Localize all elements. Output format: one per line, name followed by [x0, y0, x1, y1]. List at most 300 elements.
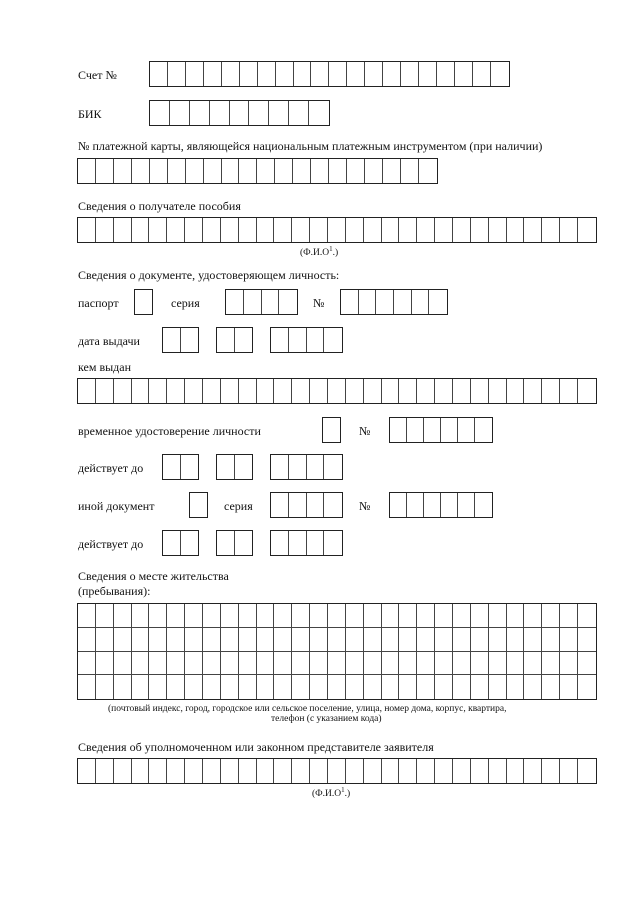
char-cell[interactable]	[168, 159, 186, 183]
char-cell[interactable]	[453, 675, 471, 699]
char-cell[interactable]	[262, 290, 280, 314]
char-cell[interactable]	[407, 493, 424, 517]
char-cell[interactable]	[132, 604, 150, 627]
char-cell[interactable]	[453, 628, 471, 651]
char-cell[interactable]	[163, 531, 181, 555]
char-cell[interactable]	[542, 628, 560, 651]
char-cell[interactable]	[346, 759, 364, 783]
char-cell[interactable]	[239, 218, 257, 242]
char-cell[interactable]	[507, 652, 525, 675]
char-cell[interactable]	[417, 652, 435, 675]
char-cell[interactable]	[578, 604, 596, 627]
char-cell[interactable]	[244, 290, 262, 314]
char-cell[interactable]	[78, 675, 96, 699]
payment-card-field[interactable]	[77, 158, 438, 184]
char-cell[interactable]	[435, 379, 453, 403]
char-cell[interactable]	[578, 628, 596, 651]
char-cell[interactable]	[221, 218, 239, 242]
account-number-field[interactable]	[149, 61, 510, 87]
char-cell[interactable]	[257, 379, 275, 403]
char-cell[interactable]	[328, 759, 346, 783]
char-cell[interactable]	[210, 101, 230, 125]
char-cell[interactable]	[507, 759, 525, 783]
char-cell[interactable]	[293, 159, 311, 183]
char-cell[interactable]	[96, 604, 114, 627]
char-cell[interactable]	[542, 379, 560, 403]
char-cell[interactable]	[78, 604, 96, 627]
char-cell[interactable]	[382, 628, 400, 651]
char-cell[interactable]	[341, 290, 359, 314]
char-cell[interactable]	[289, 455, 307, 479]
char-cell[interactable]	[132, 628, 150, 651]
char-cell[interactable]	[435, 652, 453, 675]
char-cell[interactable]	[471, 675, 489, 699]
char-cell[interactable]	[329, 62, 347, 86]
char-cell[interactable]	[274, 628, 292, 651]
char-cell[interactable]	[524, 675, 542, 699]
char-cell[interactable]	[382, 675, 400, 699]
char-cell[interactable]	[390, 493, 407, 517]
char-cell[interactable]	[96, 759, 114, 783]
char-cell[interactable]	[203, 759, 221, 783]
char-cell[interactable]	[271, 455, 289, 479]
other-valid-day-field[interactable]	[162, 530, 199, 556]
char-cell[interactable]	[542, 652, 560, 675]
char-cell[interactable]	[235, 455, 253, 479]
char-cell[interactable]	[221, 652, 239, 675]
char-cell[interactable]	[307, 493, 325, 517]
char-cell[interactable]	[453, 379, 471, 403]
char-cell[interactable]	[274, 759, 292, 783]
char-cell[interactable]	[274, 218, 292, 242]
char-cell[interactable]	[458, 493, 475, 517]
char-cell[interactable]	[424, 418, 441, 442]
char-cell[interactable]	[346, 675, 364, 699]
issue-month-field[interactable]	[216, 327, 253, 353]
char-cell[interactable]	[364, 652, 382, 675]
char-cell[interactable]	[96, 218, 114, 242]
char-cell[interactable]	[96, 628, 114, 651]
char-cell[interactable]	[167, 379, 185, 403]
char-cell[interactable]	[163, 328, 181, 352]
char-cell[interactable]	[435, 759, 453, 783]
char-cell[interactable]	[458, 418, 475, 442]
char-cell[interactable]	[132, 759, 150, 783]
char-cell[interactable]	[222, 62, 240, 86]
char-cell[interactable]	[276, 62, 294, 86]
char-cell[interactable]	[167, 759, 185, 783]
char-cell[interactable]	[230, 101, 250, 125]
char-cell[interactable]	[578, 652, 596, 675]
char-cell[interactable]	[249, 101, 269, 125]
char-cell[interactable]	[181, 531, 199, 555]
char-cell[interactable]	[471, 379, 489, 403]
other-valid-month-field[interactable]	[216, 530, 253, 556]
char-cell[interactable]	[167, 628, 185, 651]
char-cell[interactable]	[399, 628, 417, 651]
char-cell[interactable]	[186, 62, 204, 86]
char-cell[interactable]	[394, 290, 412, 314]
char-cell[interactable]	[235, 328, 253, 352]
char-cell[interactable]	[524, 379, 542, 403]
char-cell[interactable]	[239, 604, 257, 627]
char-cell[interactable]	[507, 379, 525, 403]
char-cell[interactable]	[453, 604, 471, 627]
char-cell[interactable]	[489, 675, 507, 699]
char-cell[interactable]	[311, 159, 329, 183]
char-cell[interactable]	[560, 652, 578, 675]
char-cell[interactable]	[292, 604, 310, 627]
char-cell[interactable]	[274, 675, 292, 699]
char-cell[interactable]	[294, 62, 312, 86]
char-cell[interactable]	[328, 218, 346, 242]
char-cell[interactable]	[475, 493, 492, 517]
char-cell[interactable]	[489, 759, 507, 783]
char-cell[interactable]	[359, 290, 377, 314]
char-cell[interactable]	[407, 418, 424, 442]
char-cell[interactable]	[383, 159, 401, 183]
temp-certificate-number-field[interactable]	[389, 417, 493, 443]
char-cell[interactable]	[435, 675, 453, 699]
char-cell[interactable]	[435, 218, 453, 242]
char-cell[interactable]	[390, 418, 407, 442]
char-cell[interactable]	[226, 290, 244, 314]
char-cell[interactable]	[239, 675, 257, 699]
char-cell[interactable]	[578, 759, 596, 783]
char-cell[interactable]	[190, 101, 210, 125]
char-cell[interactable]	[382, 379, 400, 403]
char-cell[interactable]	[203, 218, 221, 242]
issue-year-field[interactable]	[270, 327, 343, 353]
char-cell[interactable]	[399, 652, 417, 675]
char-cell[interactable]	[292, 759, 310, 783]
char-cell[interactable]	[328, 675, 346, 699]
char-cell[interactable]	[222, 159, 240, 183]
char-cell[interactable]	[542, 675, 560, 699]
char-cell[interactable]	[364, 218, 382, 242]
char-cell[interactable]	[185, 604, 203, 627]
char-cell[interactable]	[289, 531, 307, 555]
residence-address-grid[interactable]	[77, 603, 597, 700]
char-cell[interactable]	[149, 379, 167, 403]
char-cell[interactable]	[560, 379, 578, 403]
char-cell[interactable]	[203, 628, 221, 651]
char-cell[interactable]	[453, 652, 471, 675]
char-cell[interactable]	[170, 101, 190, 125]
char-cell[interactable]	[399, 675, 417, 699]
char-cell[interactable]	[382, 604, 400, 627]
char-cell[interactable]	[399, 604, 417, 627]
char-cell[interactable]	[163, 455, 181, 479]
char-cell[interactable]	[489, 218, 507, 242]
char-cell[interactable]	[364, 604, 382, 627]
temp-valid-month-field[interactable]	[216, 454, 253, 480]
temp-certificate-checkbox[interactable]	[322, 417, 341, 443]
char-cell[interactable]	[96, 379, 114, 403]
char-cell[interactable]	[257, 628, 275, 651]
char-cell[interactable]	[149, 675, 167, 699]
char-cell[interactable]	[489, 379, 507, 403]
char-cell[interactable]	[239, 759, 257, 783]
char-cell[interactable]	[524, 604, 542, 627]
passport-series-field[interactable]	[225, 289, 298, 315]
char-cell[interactable]	[257, 218, 275, 242]
other-doc-number-field[interactable]	[389, 492, 493, 518]
char-cell[interactable]	[78, 159, 96, 183]
char-cell[interactable]	[560, 604, 578, 627]
temp-valid-day-field[interactable]	[162, 454, 199, 480]
bik-field[interactable]	[149, 100, 330, 126]
char-cell[interactable]	[149, 628, 167, 651]
char-cell[interactable]	[240, 62, 258, 86]
char-cell[interactable]	[455, 62, 473, 86]
char-cell[interactable]	[239, 159, 257, 183]
char-cell[interactable]	[132, 675, 150, 699]
char-cell[interactable]	[114, 604, 132, 627]
char-cell[interactable]	[507, 604, 525, 627]
char-cell[interactable]	[347, 159, 365, 183]
char-cell[interactable]	[311, 62, 329, 86]
other-valid-year-field[interactable]	[270, 530, 343, 556]
char-cell[interactable]	[203, 379, 221, 403]
issue-day-field[interactable]	[162, 327, 199, 353]
char-cell[interactable]	[489, 628, 507, 651]
char-cell[interactable]	[167, 604, 185, 627]
char-cell[interactable]	[185, 675, 203, 699]
other-doc-checkbox[interactable]	[189, 492, 208, 518]
char-cell[interactable]	[203, 652, 221, 675]
char-cell[interactable]	[239, 628, 257, 651]
char-cell[interactable]	[364, 379, 382, 403]
char-cell[interactable]	[524, 628, 542, 651]
char-cell[interactable]	[310, 759, 328, 783]
char-cell[interactable]	[217, 455, 235, 479]
char-cell[interactable]	[78, 652, 96, 675]
char-cell[interactable]	[364, 675, 382, 699]
char-cell[interactable]	[365, 159, 383, 183]
char-cell[interactable]	[78, 379, 96, 403]
char-cell[interactable]	[435, 604, 453, 627]
temp-valid-year-field[interactable]	[270, 454, 343, 480]
char-cell[interactable]	[114, 379, 132, 403]
char-cell[interactable]	[78, 218, 96, 242]
char-cell[interactable]	[132, 379, 150, 403]
char-cell[interactable]	[292, 379, 310, 403]
char-cell[interactable]	[578, 379, 596, 403]
char-cell[interactable]	[132, 159, 150, 183]
char-cell[interactable]	[435, 628, 453, 651]
char-cell[interactable]	[258, 62, 276, 86]
char-cell[interactable]	[542, 218, 560, 242]
char-cell[interactable]	[328, 604, 346, 627]
issued-by-field[interactable]	[77, 378, 597, 404]
char-cell[interactable]	[167, 675, 185, 699]
char-cell[interactable]	[96, 675, 114, 699]
char-cell[interactable]	[310, 604, 328, 627]
char-cell[interactable]	[441, 493, 458, 517]
char-cell[interactable]	[257, 759, 275, 783]
char-cell[interactable]	[114, 159, 132, 183]
char-cell[interactable]	[471, 652, 489, 675]
char-cell[interactable]	[292, 218, 310, 242]
char-cell[interactable]	[114, 218, 132, 242]
char-cell[interactable]	[364, 759, 382, 783]
char-cell[interactable]	[491, 62, 509, 86]
char-cell[interactable]	[329, 159, 347, 183]
char-cell[interactable]	[578, 218, 596, 242]
char-cell[interactable]	[401, 159, 419, 183]
char-cell[interactable]	[382, 759, 400, 783]
char-cell[interactable]	[221, 759, 239, 783]
char-cell[interactable]	[419, 159, 437, 183]
char-cell[interactable]	[346, 379, 364, 403]
char-cell[interactable]	[132, 218, 150, 242]
char-cell[interactable]	[471, 628, 489, 651]
char-cell[interactable]	[346, 218, 364, 242]
char-cell[interactable]	[310, 652, 328, 675]
char-cell[interactable]	[507, 628, 525, 651]
char-cell[interactable]	[96, 652, 114, 675]
representative-fio-field[interactable]	[77, 758, 597, 784]
char-cell[interactable]	[239, 652, 257, 675]
char-cell[interactable]	[524, 652, 542, 675]
passport-number-field[interactable]	[340, 289, 448, 315]
char-cell[interactable]	[524, 218, 542, 242]
char-cell[interactable]	[271, 328, 289, 352]
char-cell[interactable]	[181, 328, 199, 352]
char-cell[interactable]	[78, 628, 96, 651]
char-cell[interactable]	[149, 218, 167, 242]
char-cell[interactable]	[221, 604, 239, 627]
char-cell[interactable]	[424, 493, 441, 517]
char-cell[interactable]	[324, 531, 342, 555]
char-cell[interactable]	[307, 328, 325, 352]
char-cell[interactable]	[257, 675, 275, 699]
char-cell[interactable]	[149, 759, 167, 783]
char-cell[interactable]	[257, 652, 275, 675]
char-cell[interactable]	[221, 675, 239, 699]
char-cell[interactable]	[149, 652, 167, 675]
char-cell[interactable]	[578, 675, 596, 699]
char-cell[interactable]	[346, 628, 364, 651]
char-cell[interactable]	[328, 379, 346, 403]
char-cell[interactable]	[289, 328, 307, 352]
char-cell[interactable]	[310, 218, 328, 242]
char-cell[interactable]	[279, 290, 297, 314]
char-cell[interactable]	[289, 493, 307, 517]
char-cell[interactable]	[181, 455, 199, 479]
char-cell[interactable]	[560, 675, 578, 699]
char-cell[interactable]	[310, 628, 328, 651]
char-cell[interactable]	[560, 218, 578, 242]
char-cell[interactable]	[453, 218, 471, 242]
char-cell[interactable]	[239, 379, 257, 403]
char-cell[interactable]	[292, 675, 310, 699]
char-cell[interactable]	[328, 628, 346, 651]
char-cell[interactable]	[203, 604, 221, 627]
char-cell[interactable]	[78, 759, 96, 783]
char-cell[interactable]	[168, 62, 186, 86]
char-cell[interactable]	[471, 604, 489, 627]
char-cell[interactable]	[489, 604, 507, 627]
recipient-fio-field[interactable]	[77, 217, 597, 243]
char-cell[interactable]	[401, 62, 419, 86]
char-cell[interactable]	[167, 218, 185, 242]
char-cell[interactable]	[271, 493, 289, 517]
char-cell[interactable]	[560, 628, 578, 651]
char-cell[interactable]	[274, 379, 292, 403]
char-cell[interactable]	[185, 628, 203, 651]
char-cell[interactable]	[96, 159, 114, 183]
char-cell[interactable]	[475, 418, 492, 442]
char-cell[interactable]	[417, 675, 435, 699]
char-cell[interactable]	[441, 418, 458, 442]
char-cell[interactable]	[185, 218, 203, 242]
char-cell[interactable]	[150, 159, 168, 183]
char-cell[interactable]	[289, 101, 309, 125]
char-cell[interactable]	[399, 379, 417, 403]
char-cell[interactable]	[417, 218, 435, 242]
char-cell[interactable]	[417, 759, 435, 783]
char-cell[interactable]	[114, 675, 132, 699]
char-cell[interactable]	[471, 218, 489, 242]
char-cell[interactable]	[399, 759, 417, 783]
char-cell[interactable]	[114, 652, 132, 675]
char-cell[interactable]	[185, 652, 203, 675]
char-cell[interactable]	[346, 652, 364, 675]
char-cell[interactable]	[382, 652, 400, 675]
char-cell[interactable]	[217, 328, 235, 352]
char-cell[interactable]	[364, 628, 382, 651]
char-cell[interactable]	[437, 62, 455, 86]
char-cell[interactable]	[419, 62, 437, 86]
char-cell[interactable]	[507, 675, 525, 699]
char-cell[interactable]	[271, 531, 289, 555]
char-cell[interactable]	[203, 675, 221, 699]
char-cell[interactable]	[114, 759, 132, 783]
char-cell[interactable]	[167, 652, 185, 675]
char-cell[interactable]	[417, 379, 435, 403]
char-cell[interactable]	[453, 759, 471, 783]
char-cell[interactable]	[489, 652, 507, 675]
char-cell[interactable]	[269, 101, 289, 125]
char-cell[interactable]	[382, 218, 400, 242]
char-cell[interactable]	[185, 759, 203, 783]
char-cell[interactable]	[429, 290, 447, 314]
char-cell[interactable]	[149, 604, 167, 627]
char-cell[interactable]	[324, 455, 342, 479]
char-cell[interactable]	[257, 159, 275, 183]
char-cell[interactable]	[376, 290, 394, 314]
char-cell[interactable]	[204, 62, 222, 86]
char-cell[interactable]	[383, 62, 401, 86]
char-cell[interactable]	[257, 604, 275, 627]
char-cell[interactable]	[204, 159, 222, 183]
char-cell[interactable]	[274, 604, 292, 627]
char-cell[interactable]	[217, 531, 235, 555]
char-cell[interactable]	[412, 290, 430, 314]
char-cell[interactable]	[507, 218, 525, 242]
char-cell[interactable]	[473, 62, 491, 86]
char-cell[interactable]	[307, 531, 325, 555]
char-cell[interactable]	[524, 759, 542, 783]
char-cell[interactable]	[235, 531, 253, 555]
char-cell[interactable]	[347, 62, 365, 86]
char-cell[interactable]	[560, 759, 578, 783]
char-cell[interactable]	[114, 628, 132, 651]
char-cell[interactable]	[310, 379, 328, 403]
char-cell[interactable]	[471, 759, 489, 783]
